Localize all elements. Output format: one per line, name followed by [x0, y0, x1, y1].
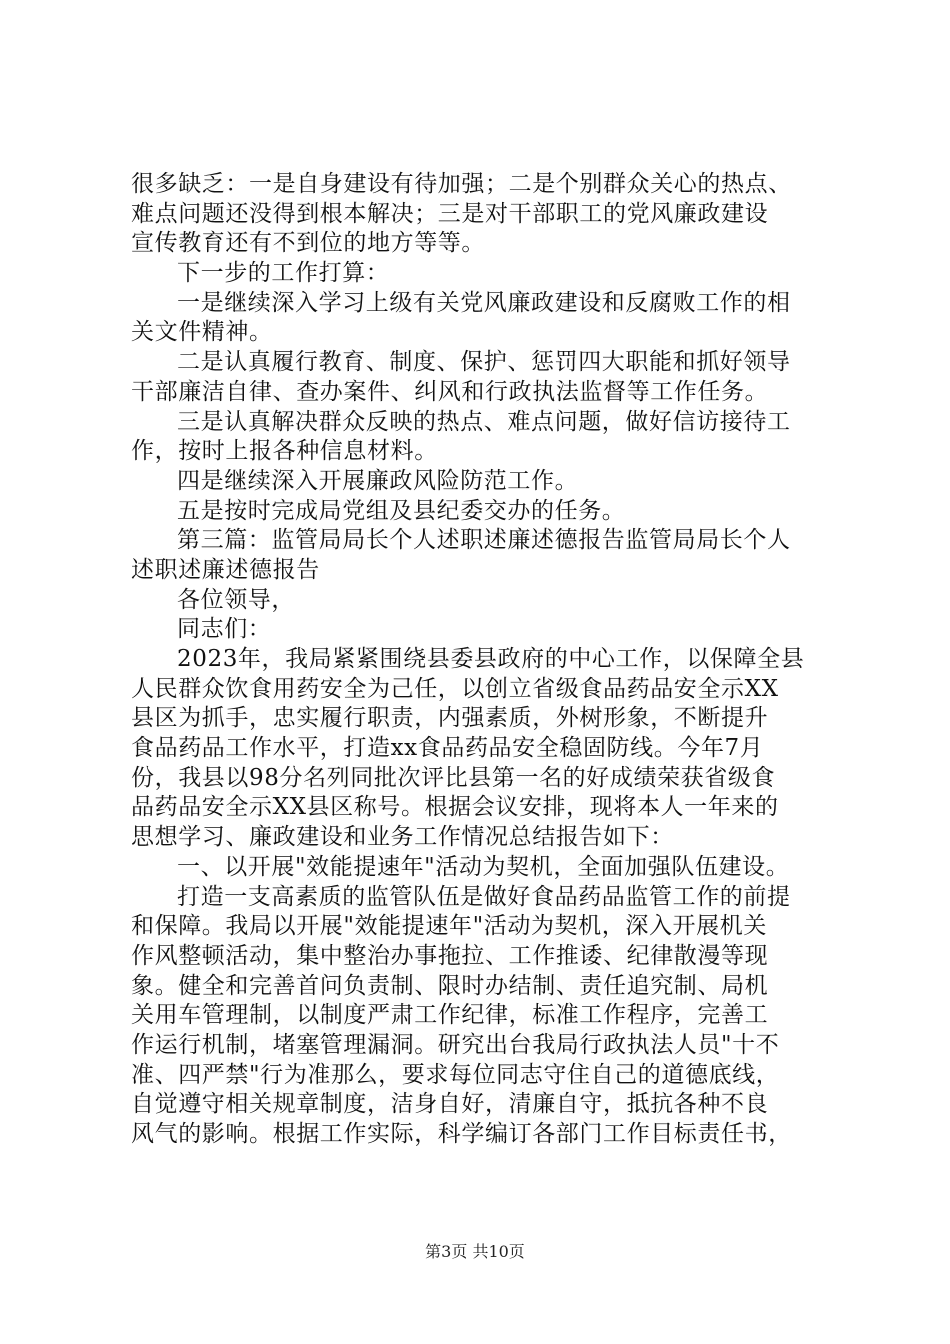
- text-line: 自觉遵守相关规章制度，洁身自好，清廉自守，抵抗各种不良: [131, 1091, 769, 1118]
- text-line: 一是继续深入学习上级有关党风廉政建设和反腐败工作的相: [177, 289, 791, 316]
- text-line: 三是认真解决群众反映的热点、难点问题，做好信访接待工: [177, 408, 791, 435]
- text-line: 宣传教育还有不到位的地方等等。: [131, 230, 485, 257]
- text-line: 打造一支高素质的监管队伍是做好食品药品监管工作的前提: [177, 883, 791, 910]
- document-body: [131, 170, 831, 1150]
- text-line: 同志们：: [177, 616, 272, 643]
- text-line: 关用车管理制，以制度严肃工作纪律，标准工作程序，完善工: [131, 1002, 769, 1029]
- text-line: 作风整顿活动，集中整治办事拖拉、工作推诿、纪律散漫等现: [131, 942, 769, 969]
- text-line: 准、四严禁"行为准那么，要求每位同志守住自己的道德底线，: [131, 1061, 780, 1088]
- text-line: 思想学习、廉政建设和业务工作情况总结报告如下：: [131, 824, 674, 851]
- text-line: 作运行机制，堵塞管理漏洞。研究出台我局行政执法人员"十不: [131, 1031, 780, 1058]
- text-line: 一、以开展"效能提速年"活动为契机，全面加强队伍建设。: [177, 853, 790, 880]
- page-footer: 第3页 共10页: [425, 1242, 525, 1261]
- text-line: 和保障。我局以开展"效能提速年"活动为契机，深入开展机关: [131, 913, 767, 940]
- text-line: 五是按时完成局党组及县纪委交办的任务。: [177, 497, 626, 524]
- text-line: 难点问题还没得到根本解决；三是对干部职工的党风廉政建设: [131, 200, 769, 227]
- text-line: 象。健全和完善首问负责制、限时办结制、责任追究制、局机: [131, 972, 769, 999]
- text-line: 干部廉洁自律、查办案件、纠风和行政执法监督等工作任务。: [131, 378, 769, 405]
- text-line: 份，我县以98分名列同批次评比县第一名的好成绩荣获省级食: [131, 764, 776, 791]
- text-line: 食品药品工作水平，打造xx食品药品安全稳固防线。今年7月: [131, 735, 764, 762]
- text-line: 述职述廉述德报告: [131, 556, 320, 583]
- text-line: 2023年，我局紧紧围绕县委县政府的中心工作，以保障全县: [177, 646, 805, 672]
- text-line: 下一步的工作打算：: [177, 260, 390, 287]
- text-line: 四是继续深入开展廉政风险防范工作。: [177, 467, 579, 494]
- text-line: 关文件精神。: [131, 319, 273, 346]
- text-line: 各位领导，: [177, 586, 295, 613]
- text-line: 人民群众饮食用药安全为己任，以创立省级食品药品安全示XX: [131, 675, 779, 702]
- text-line: 县区为抓手，忠实履行职责，内强素质，外树形象，不断提升: [131, 705, 769, 732]
- text-line: 风气的影响。根据工作实际，科学编订各部门工作目标责任书，: [131, 1121, 792, 1147]
- text-line: 第三篇：监管局局长个人述职述廉述德报告监管局局长个人: [177, 527, 791, 554]
- text-line: 品药品安全示XX县区称号。根据会议安排，现将本人一年来的: [131, 794, 779, 821]
- text-line: 二是认真履行教育、制度、保护、惩罚四大职能和抓好领导: [177, 349, 791, 376]
- text-line: 很多缺乏：一是自身建设有待加强；二是个别群众关心的热点、: [131, 171, 792, 197]
- text-line: 作，按时上报各种信息材料。: [131, 438, 438, 465]
